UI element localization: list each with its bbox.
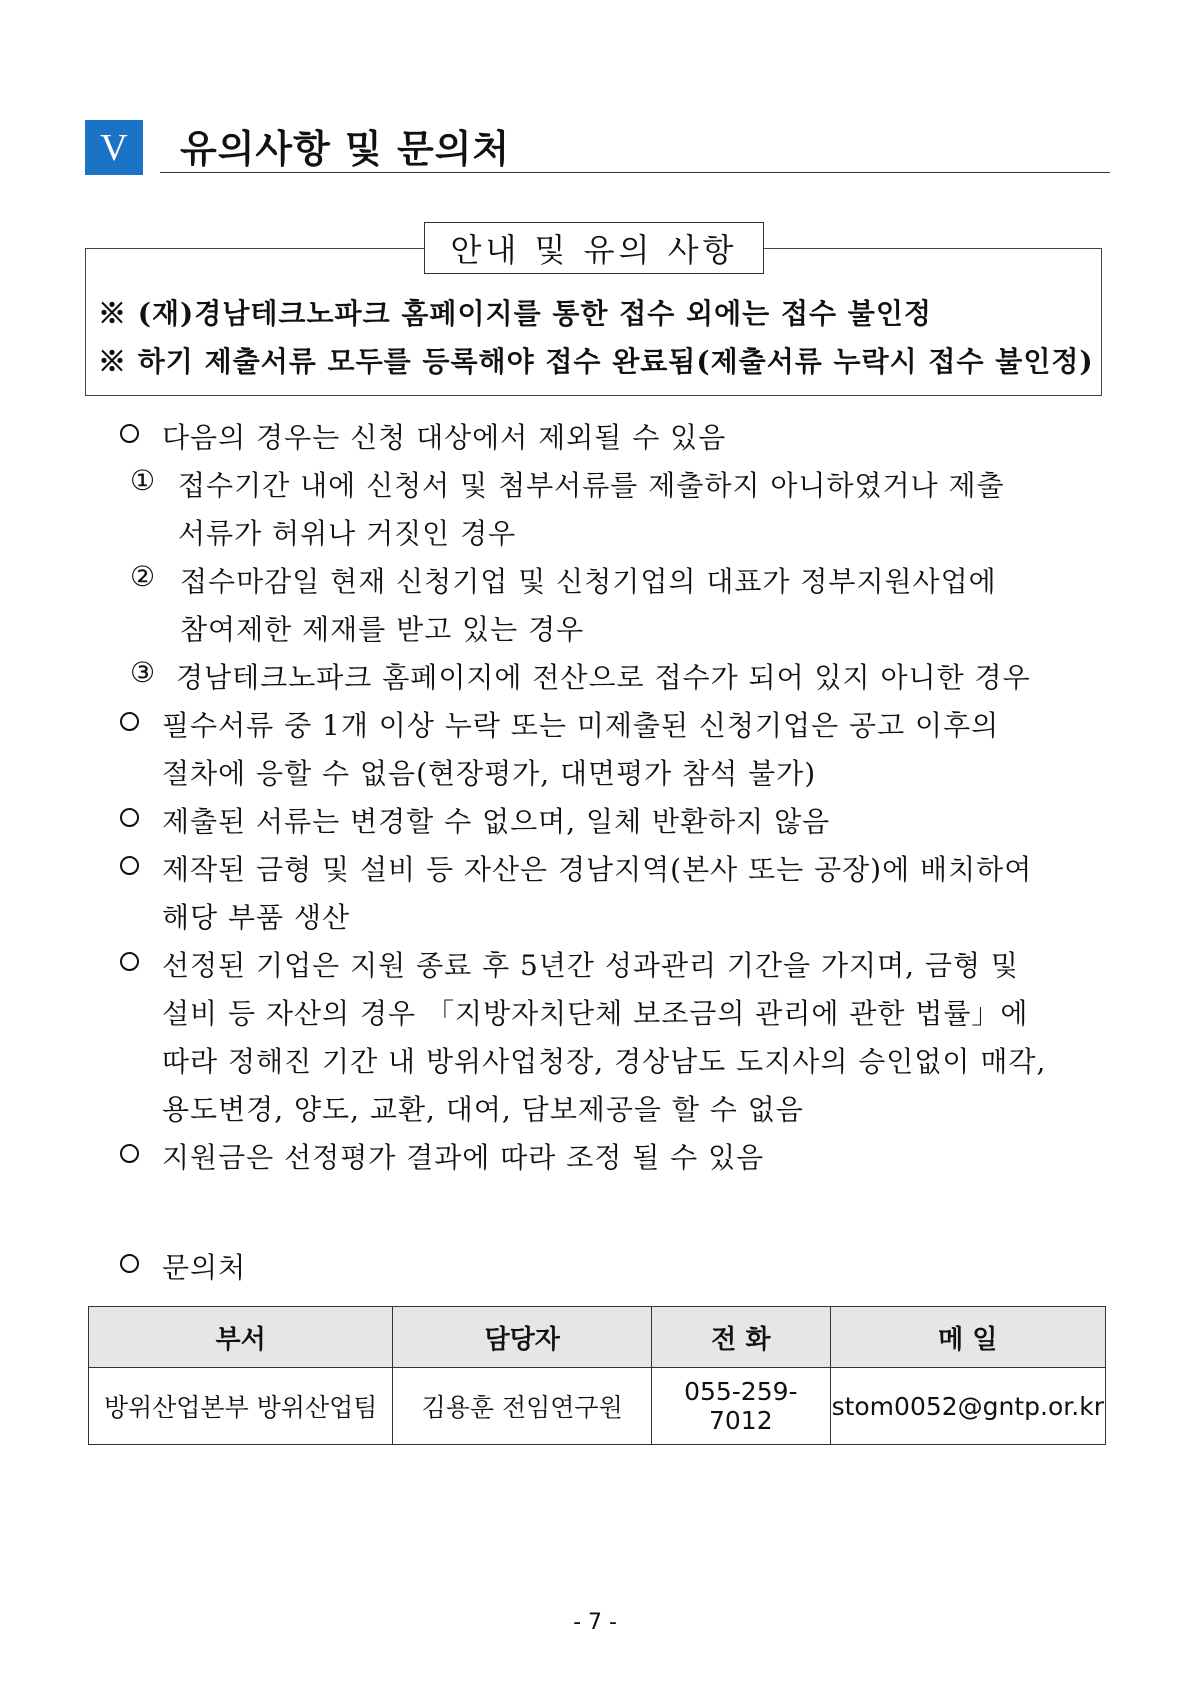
numbered-item-text-cont: 참여제한 제재를 받고 있는 경우 <box>180 613 585 646</box>
column-header-phone: 전 화 <box>652 1307 830 1368</box>
bullet-circle-icon <box>120 1254 139 1273</box>
bullet-text: 필수서류 중 1개 이상 누락 또는 미제출된 신청기업은 공고 이후의 <box>162 709 1000 742</box>
notice-line-1: ※ (재)경남테크노파크 홈페이지를 통한 접수 외에는 접수 불인정 <box>98 297 932 330</box>
cell-email: stom0052@gntp.or.kr <box>830 1368 1105 1445</box>
section-number-badge: V <box>85 120 143 175</box>
bullet-circle-icon <box>120 712 139 731</box>
bullet-text-cont: 해당 부품 생산 <box>162 901 351 934</box>
bullet-text-cont: 절차에 응할 수 없음(현장평가, 대면평가 참석 불가) <box>162 757 817 790</box>
bullet-text-cont: 용도변경, 양도, 교환, 대여, 담보제공을 할 수 없음 <box>162 1093 804 1126</box>
bullet-text: 제작된 금형 및 설비 등 자산은 경남지역(본사 또는 공장)에 배치하여 <box>162 853 1033 886</box>
notice-box-title: 안내 및 유의 사항 <box>424 222 764 274</box>
column-header-department: 부서 <box>89 1307 393 1368</box>
bullet-text: 다음의 경우는 신청 대상에서 제외될 수 있음 <box>162 421 727 454</box>
numbered-item-text: 접수마감일 현재 신청기업 및 신청기업의 대표가 정부지원사업에 <box>180 565 997 598</box>
bullet-text: 지원금은 선정평가 결과에 따라 조정 될 수 있음 <box>162 1141 765 1174</box>
table-header-row <box>89 1307 1106 1368</box>
column-header-contact-person: 담당자 <box>393 1307 652 1368</box>
bullet-circle-icon <box>120 1144 139 1163</box>
notice-line-2: ※ 하기 제출서류 모두를 등록해야 접수 완료됨(제출서류 누락시 접수 불인정) <box>98 345 1094 378</box>
column-header-email: 메 일 <box>830 1307 1105 1368</box>
cell-contact-person: 김용훈 전임연구원 <box>393 1368 652 1445</box>
cell-phone: 055-259-7012 <box>652 1368 830 1445</box>
bullet-text-cont: 따라 정해진 기간 내 방위사업청장, 경상남도 도지사의 승인없이 매각, <box>162 1045 1047 1078</box>
contact-table <box>88 1306 1106 1445</box>
table-row <box>89 1368 1106 1445</box>
bullet-circle-icon <box>120 856 139 875</box>
bullet-circle-icon <box>120 424 139 443</box>
bullet-circle-icon <box>120 952 139 971</box>
numbered-item-text: 접수기간 내에 신청서 및 첨부서류를 제출하지 아니하였거나 제출 <box>178 469 1005 502</box>
section-title: 유의사항 및 문의처 <box>180 127 511 171</box>
bullet-circle-icon <box>120 808 139 827</box>
bullet-text-cont: 설비 등 자산의 경우 「지방자치단체 보조금의 관리에 관한 법률」에 <box>162 997 1029 1030</box>
section-title-underline <box>160 172 1110 173</box>
numbered-item-text: 경남테크노파크 홈페이지에 전산으로 접수가 되어 있지 아니한 경우 <box>176 661 1031 694</box>
numbered-item-text-cont: 서류가 허위나 거짓인 경우 <box>178 517 517 550</box>
circled-number-1: ① <box>130 464 156 497</box>
bullet-text: 제출된 서류는 변경할 수 없으며, 일체 반환하지 않음 <box>162 805 831 838</box>
cell-department: 방위산업본부 방위산업팀 <box>89 1368 393 1445</box>
page-number: - 7 - <box>573 1610 617 1635</box>
bullet-text: 선정된 기업은 지원 종료 후 5년간 성과관리 기간을 가지며, 금형 및 <box>162 949 1019 982</box>
contact-heading: 문의처 <box>162 1251 247 1284</box>
circled-number-3: ③ <box>130 656 156 689</box>
circled-number-2: ② <box>130 560 156 593</box>
